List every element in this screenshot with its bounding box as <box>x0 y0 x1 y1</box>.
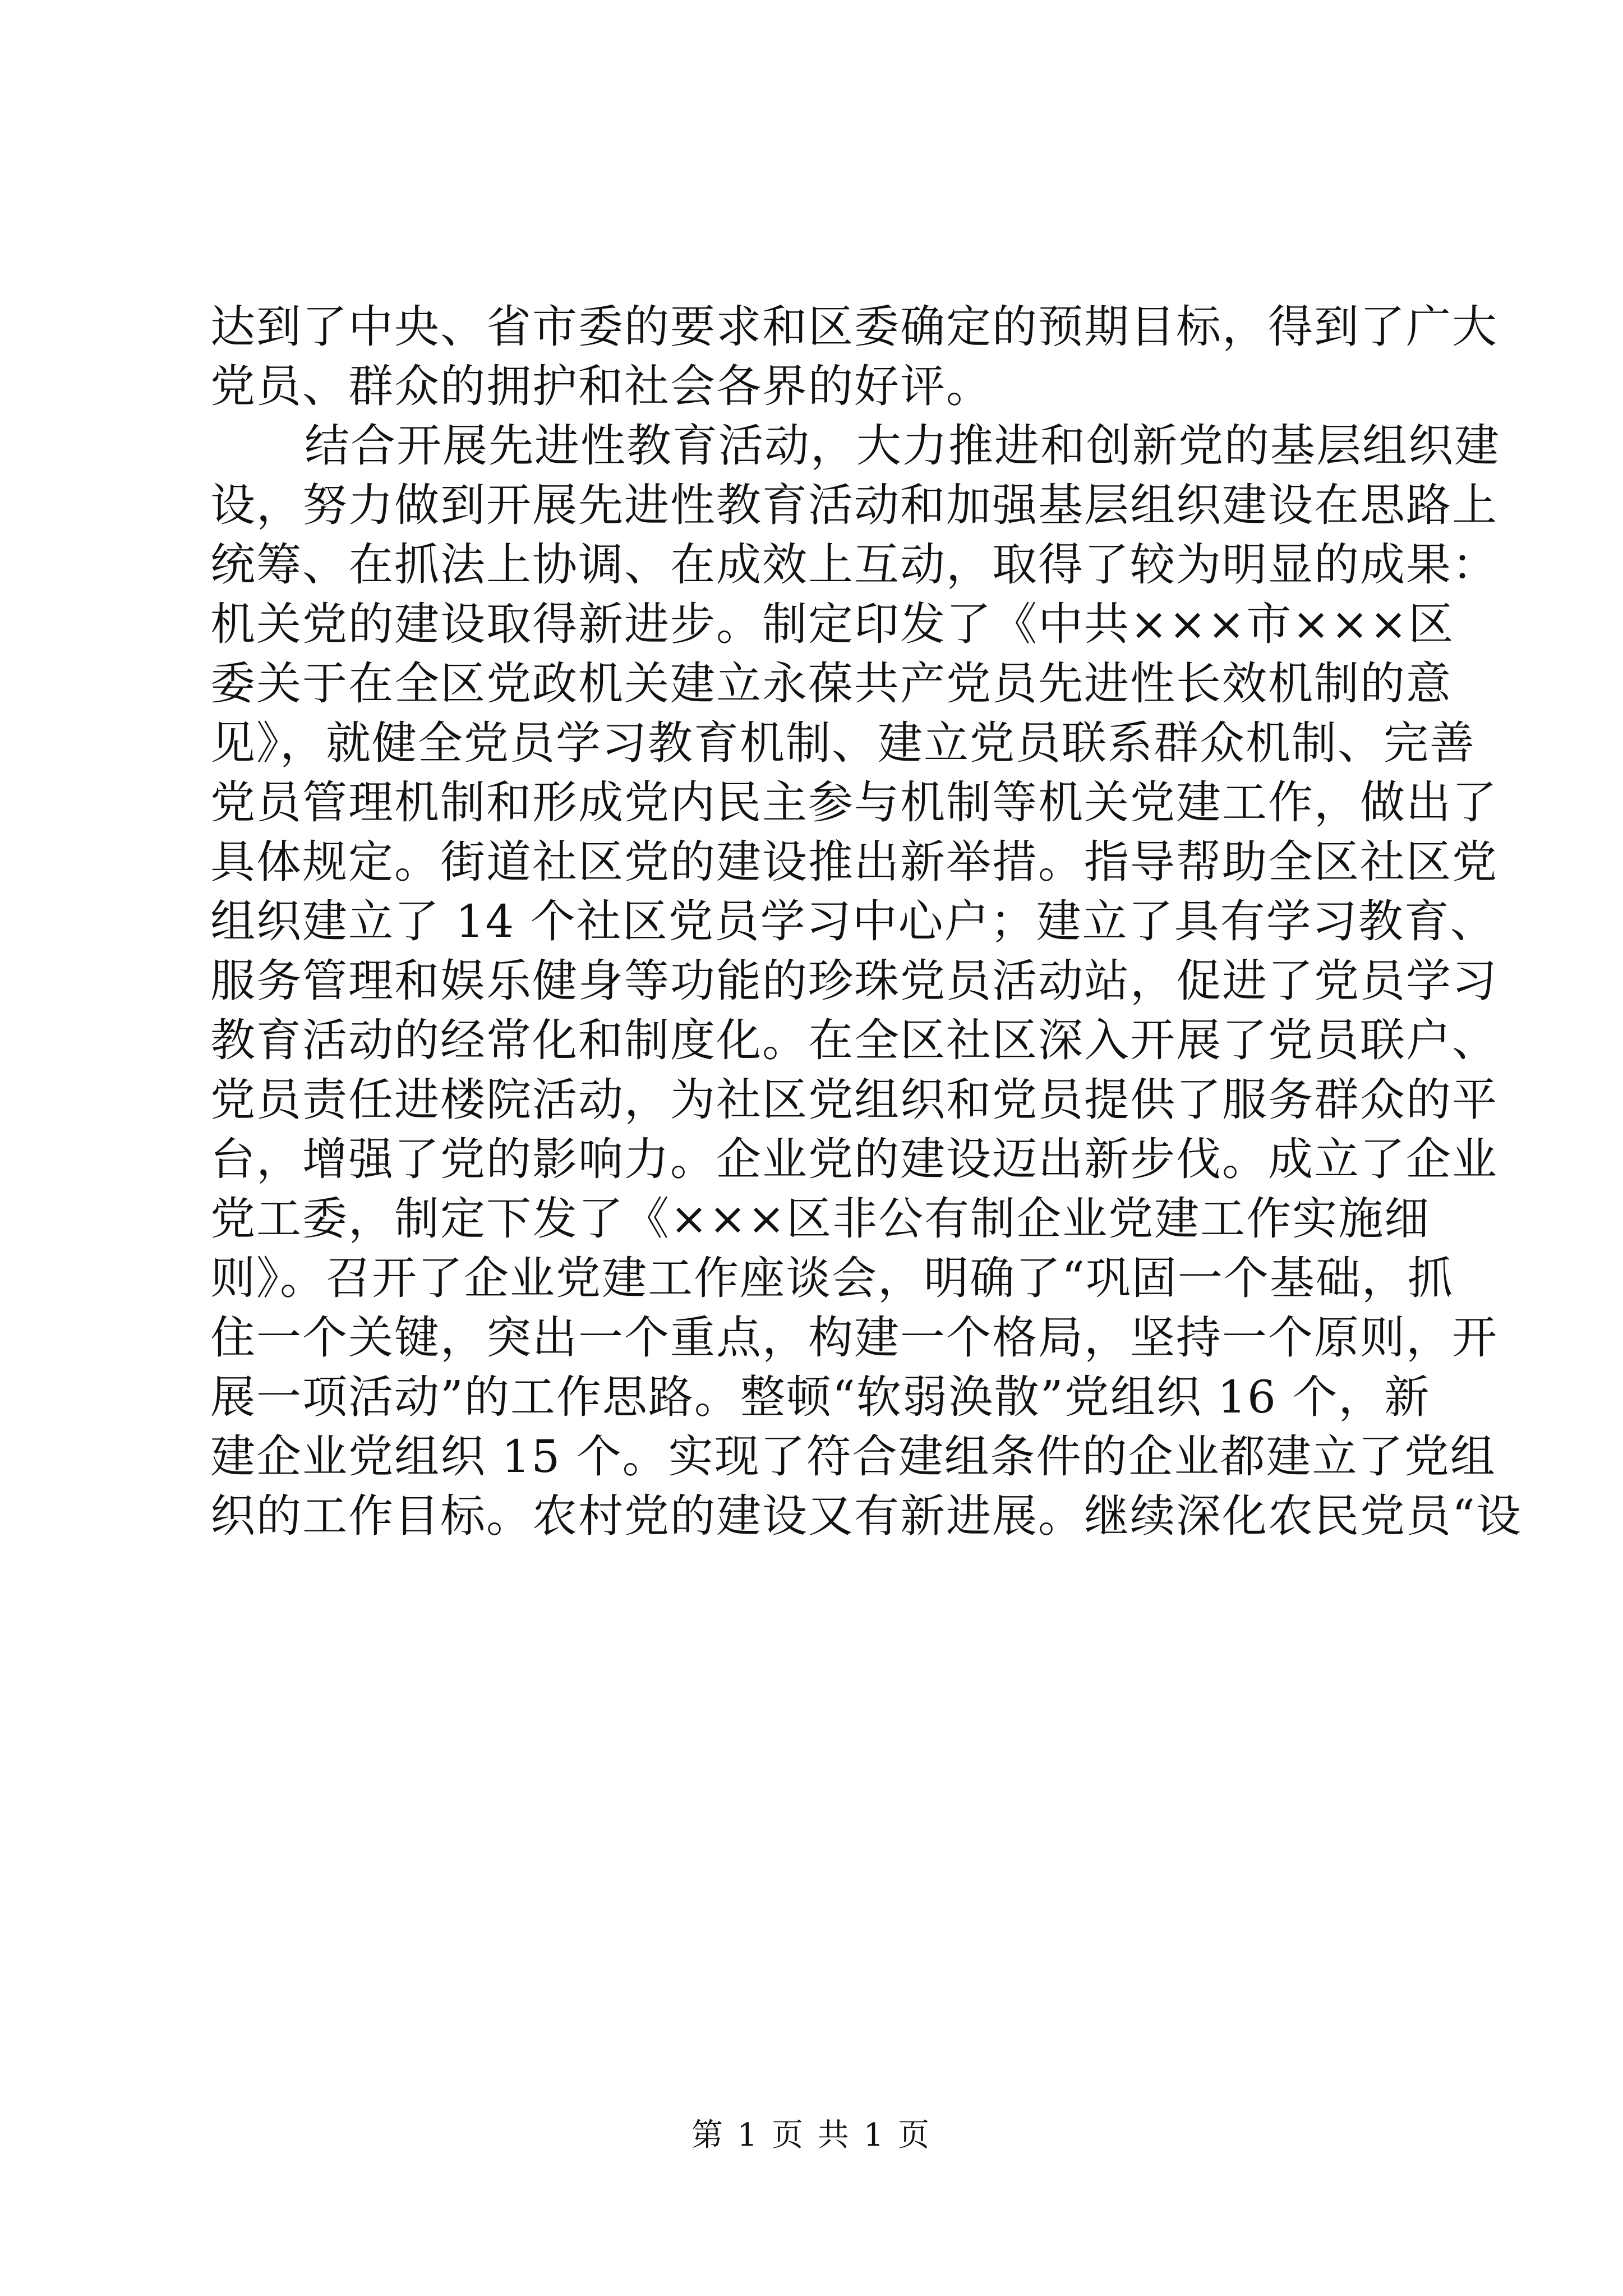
text-line: 织的工作目标。农村党的建设又有新进展。继续深化农民党员“设 <box>210 1490 1522 1542</box>
page-number-footer: 第 1 页 共 1 页 <box>691 2117 932 2154</box>
text-line: 台，增强了党的影响力。企业党的建设迈出新步伐。成立了企业 <box>210 1133 1498 1185</box>
text-line: 统筹、在抓法上协调、在成效上互动，取得了较为明显的成果： <box>210 539 1498 591</box>
text-line: 具体规定。街道社区党的建设推出新举措。指导帮助全区社区党 <box>210 836 1498 888</box>
text-line: 服务管理和娱乐健身等功能的珍珠党员活动站，促进了党员学习 <box>210 955 1498 1007</box>
text-line: 则》。召开了企业党建工作座谈会，明确了“巩固一个基础，抓 <box>210 1252 1454 1304</box>
text-line: 达到了中央、省市委的要求和区委确定的预期目标，得到了广大 <box>210 301 1498 353</box>
text-line: 党工委，制定下发了《×××区非公有制企业党建工作实施细 <box>210 1193 1431 1245</box>
text-line: 建企业党组织 15 个。实现了符合建组条件的企业都建立了党组 <box>210 1430 1496 1483</box>
text-line: 教育活动的经常化和制度化。在全区社区深入开展了党员联户、 <box>210 1014 1498 1066</box>
text-line: 组织建立了 14 个社区党员学习中心户；建立了具有学习教育、 <box>210 895 1496 947</box>
text-line: 委关于在全区党政机关建立永葆共产党员先进性长效机制的意 <box>210 657 1452 710</box>
text-line: 住一个关键，突出一个重点，构建一个格局，坚持一个原则，开 <box>210 1312 1498 1364</box>
text-line: 见》，就健全党员学习教育机制、建立党员联系群众机制、完善 <box>210 717 1476 769</box>
text-line: 设，努力做到开展先进性教育活动和加强基层组织建设在思路上 <box>210 479 1498 531</box>
text-line: 结合开展先进性教育活动，大力推进和创新党的基层组织建 <box>305 420 1500 472</box>
text-line: 党员责任进楼院活动，为社区党组织和党员提供了服务群众的平 <box>210 1074 1498 1126</box>
text-line: 党员管理机制和形成党内民主参与机制等机关党建工作，做出了 <box>210 776 1498 829</box>
document-body <box>210 297 1522 1546</box>
text-line: 展一项活动”的工作思路。整顿“软弱涣散”党组织 16 个，新 <box>210 1371 1431 1423</box>
text-line: 机关党的建设取得新进步。制定印发了《中共×××市×××区 <box>210 598 1455 650</box>
text-line: 党员、群众的拥护和社会各界的好评。 <box>210 360 992 412</box>
